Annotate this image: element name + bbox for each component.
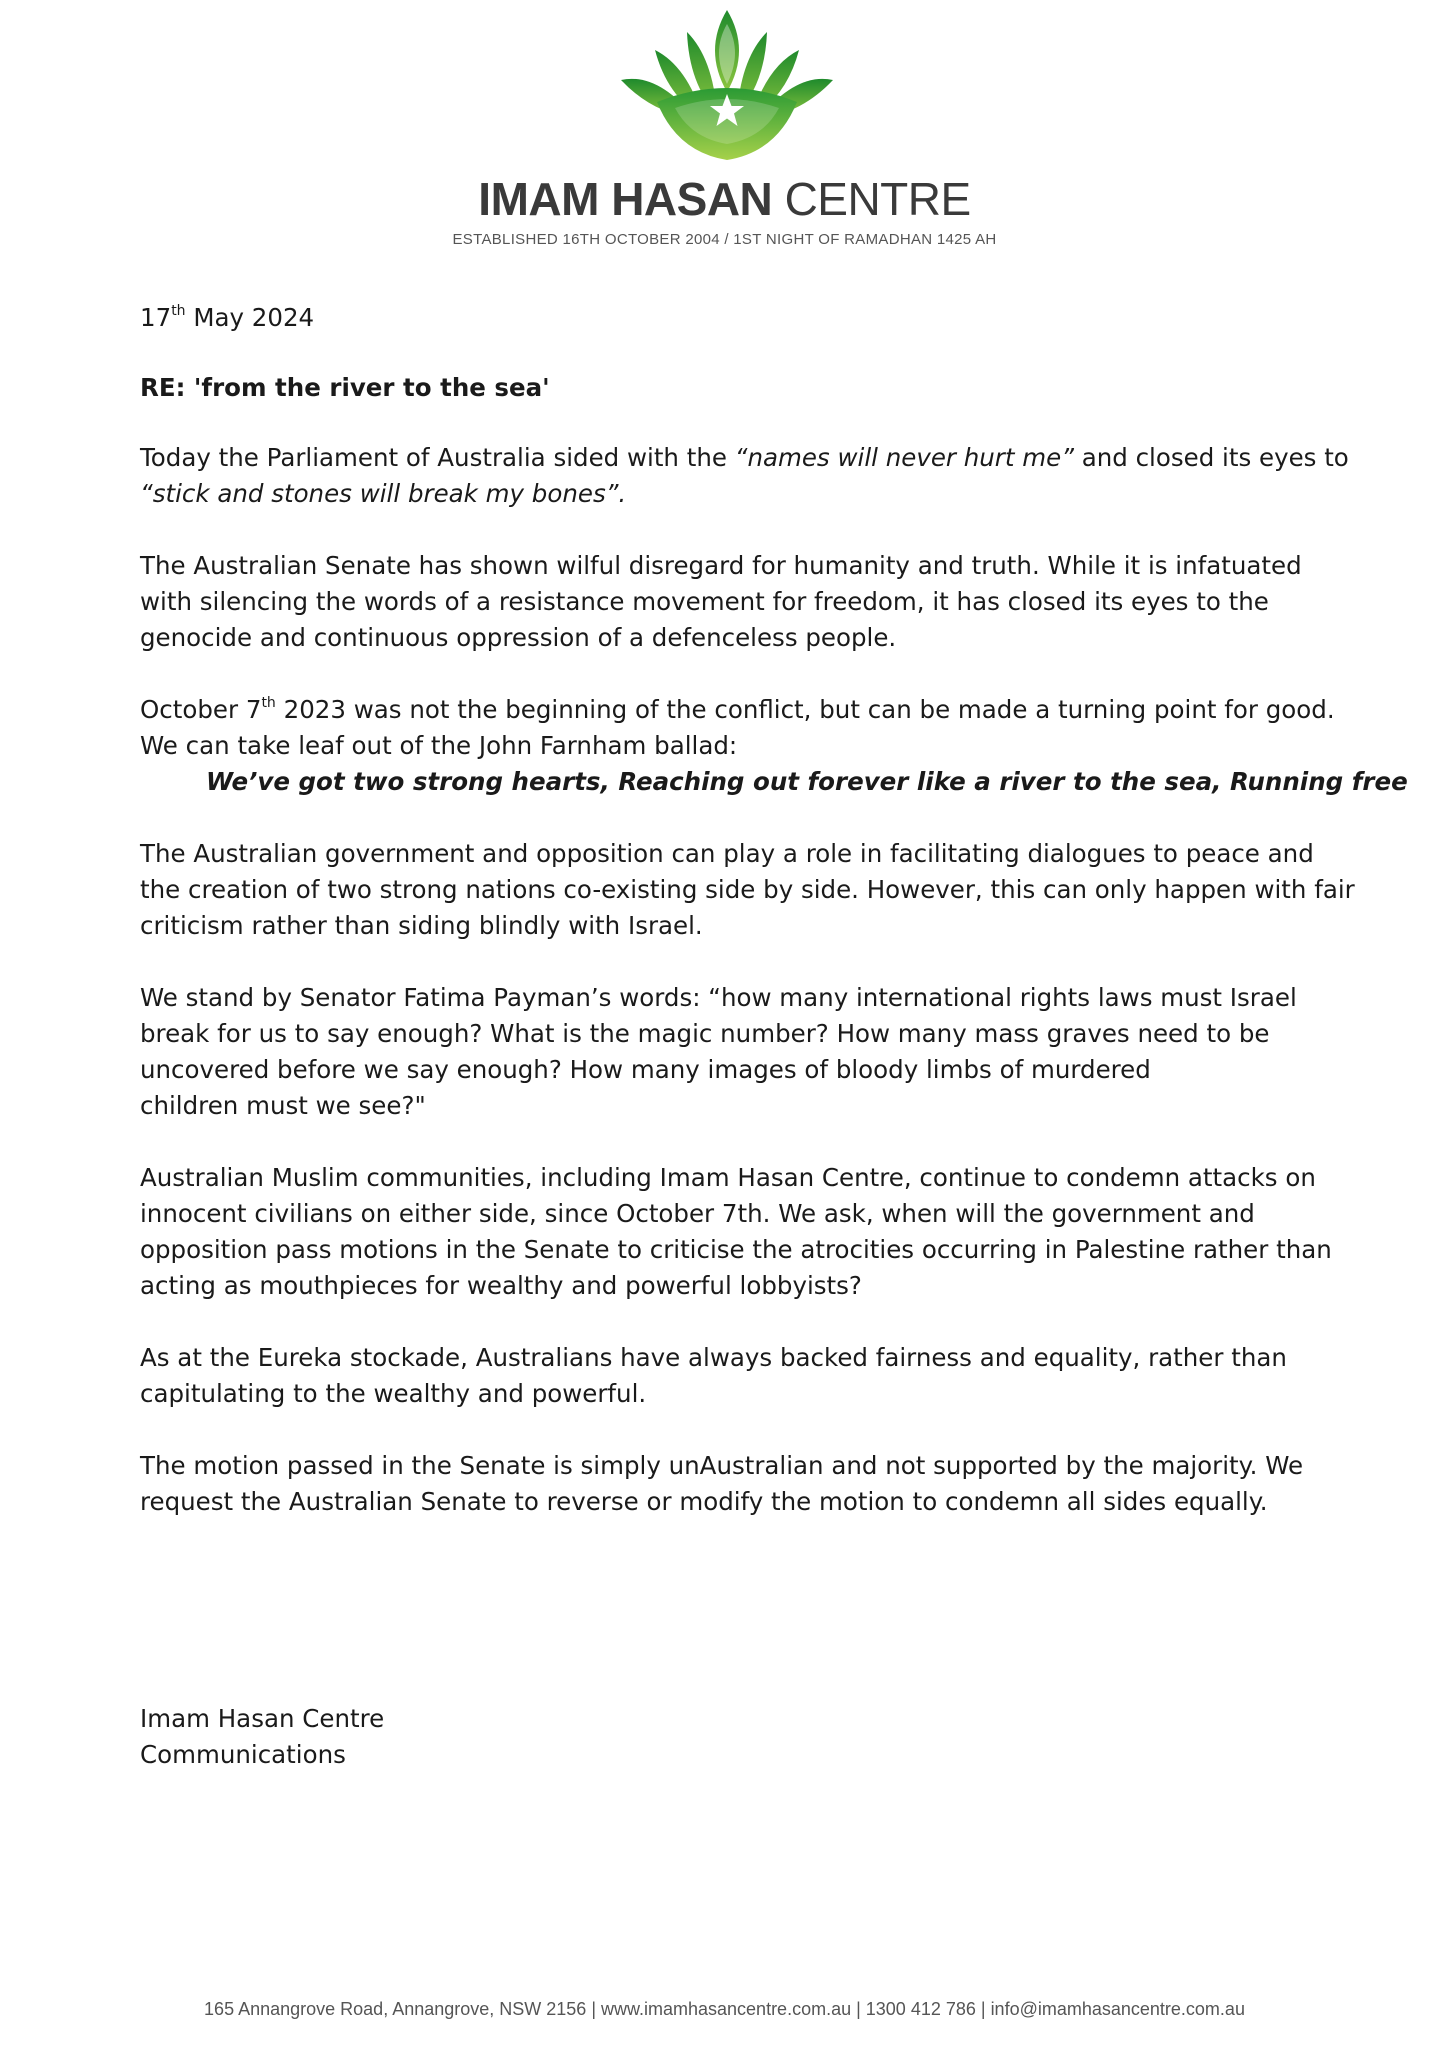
- established-tagline: ESTABLISHED 16TH OCTOBER 2004 / 1ST NIGHT OF RAMADHAN 1425 AH: [452, 231, 997, 248]
- paragraph-line: The motion passed in the Senate is simply unAustralian and not supported by the majority. We: [140, 1451, 1304, 1480]
- letterhead: [0, 0, 1449, 260]
- text-run: 2023 was not the beginning of the conflict, but can be made a turning point for good.: [275, 695, 1335, 724]
- signature-block: [140, 1701, 384, 1773]
- paragraph-line: with silencing the words of a resistance movement for freedom, it has closed its eyes to the: [140, 587, 1269, 616]
- signature-dept: Communications: [140, 1740, 346, 1769]
- paragraph-1: [140, 440, 1349, 512]
- footer-contact: 165 Annangrove Road, Annangrove, NSW 2156 | www.imamhasancentre.com.au | 1300 412 786 | info@imamhasancentre.com.au: [204, 1999, 1245, 2019]
- paragraph-6: [140, 1160, 1340, 1304]
- quote-italic: “stick and stones will break my bones”: [140, 479, 619, 508]
- paragraph-line: request the Australian Senate to reverse or modify the motion to condemn all sides equally.: [140, 1487, 1268, 1516]
- paragraph-line: children must we see?": [140, 1091, 426, 1120]
- org-name-bold: IMAM HASAN: [478, 173, 773, 225]
- paragraph-5: [140, 980, 1340, 1124]
- org-name-light: CENTRE: [784, 173, 971, 225]
- paragraph-line: genocide and continuous oppression of a defenceless people.: [140, 623, 897, 652]
- text-run: Today the Parliament of Australia sided with the: [140, 443, 735, 472]
- paragraph-line: criticism rather than siding blindly with Israel.: [140, 911, 703, 940]
- text-run: and closed its eyes to: [1073, 443, 1349, 472]
- paragraph-line: The Australian government and opposition can play a role in facilitating dialogues to peace and: [140, 839, 1314, 868]
- paragraph-line: Australian Muslim communities, including Imam Hasan Centre, continue to condemn attacks on: [140, 1163, 1316, 1192]
- paragraph-2: [140, 548, 1340, 656]
- date-day: 17: [140, 303, 172, 332]
- paragraph-line: We can take leaf out of the John Farnham ballad:: [140, 731, 738, 760]
- date-suffix: th: [171, 303, 186, 319]
- signature-org: Imam Hasan Centre: [140, 1704, 385, 1733]
- paragraph-line: uncovered before we say enough? How many images of bloody limbs of murdered: [140, 1055, 1151, 1084]
- letter-date: [140, 300, 1340, 336]
- text-run: .: [618, 479, 627, 508]
- quote-italic: “names will never hurt me”: [734, 443, 1074, 472]
- lyric-quote: We’ve got two strong hearts, Reaching out forever like a river to the sea, Running free: [206, 767, 1408, 796]
- paragraph-line: innocent civilians on either side, since October 7th. We ask, when will the government and: [140, 1199, 1255, 1228]
- paragraph-line: break for us to say enough? What is the magic number? How many mass graves need to be: [140, 1019, 1270, 1048]
- ordinal-suffix: th: [261, 695, 276, 711]
- paragraph-line: [140, 440, 1349, 476]
- paragraph-4: [140, 836, 1355, 944]
- paragraph-line: acting as mouthpieces for wealthy and powerful lobbyists?: [140, 1271, 862, 1300]
- paragraph-line: the creation of two strong nations co-existing side by side. However, this can only happen with fair: [140, 875, 1355, 904]
- paragraph-line: We stand by Senator Fatima Payman’s words: “how many international rights laws must Israel: [140, 983, 1297, 1012]
- subject-line: RE: 'from the river to the sea': [140, 373, 550, 402]
- paragraph-3: [140, 692, 1408, 800]
- paragraph-line: capitulating to the wealthy and powerful.: [140, 1379, 647, 1408]
- text-run: October 7: [140, 695, 262, 724]
- org-name: [0, 172, 1449, 226]
- lotus-star-logo-icon: [617, 10, 837, 170]
- paragraph-line: The Australian Senate has shown wilful disregard for humanity and truth. While it is infatuated: [140, 551, 1302, 580]
- letter-body: [140, 300, 1408, 1556]
- date-rest: May 2024: [185, 303, 315, 332]
- paragraph-7: [140, 1340, 1340, 1412]
- paragraph-line: As at the Eureka stockade, Australians have always backed fairness and equality, rather than: [140, 1343, 1287, 1372]
- paragraph-8: [140, 1448, 1340, 1520]
- paragraph-line: opposition pass motions in the Senate to criticise the atrocities occurring in Palestine rather than: [140, 1235, 1332, 1264]
- paragraph-line: [140, 692, 1340, 728]
- paragraph-line: [140, 476, 1340, 512]
